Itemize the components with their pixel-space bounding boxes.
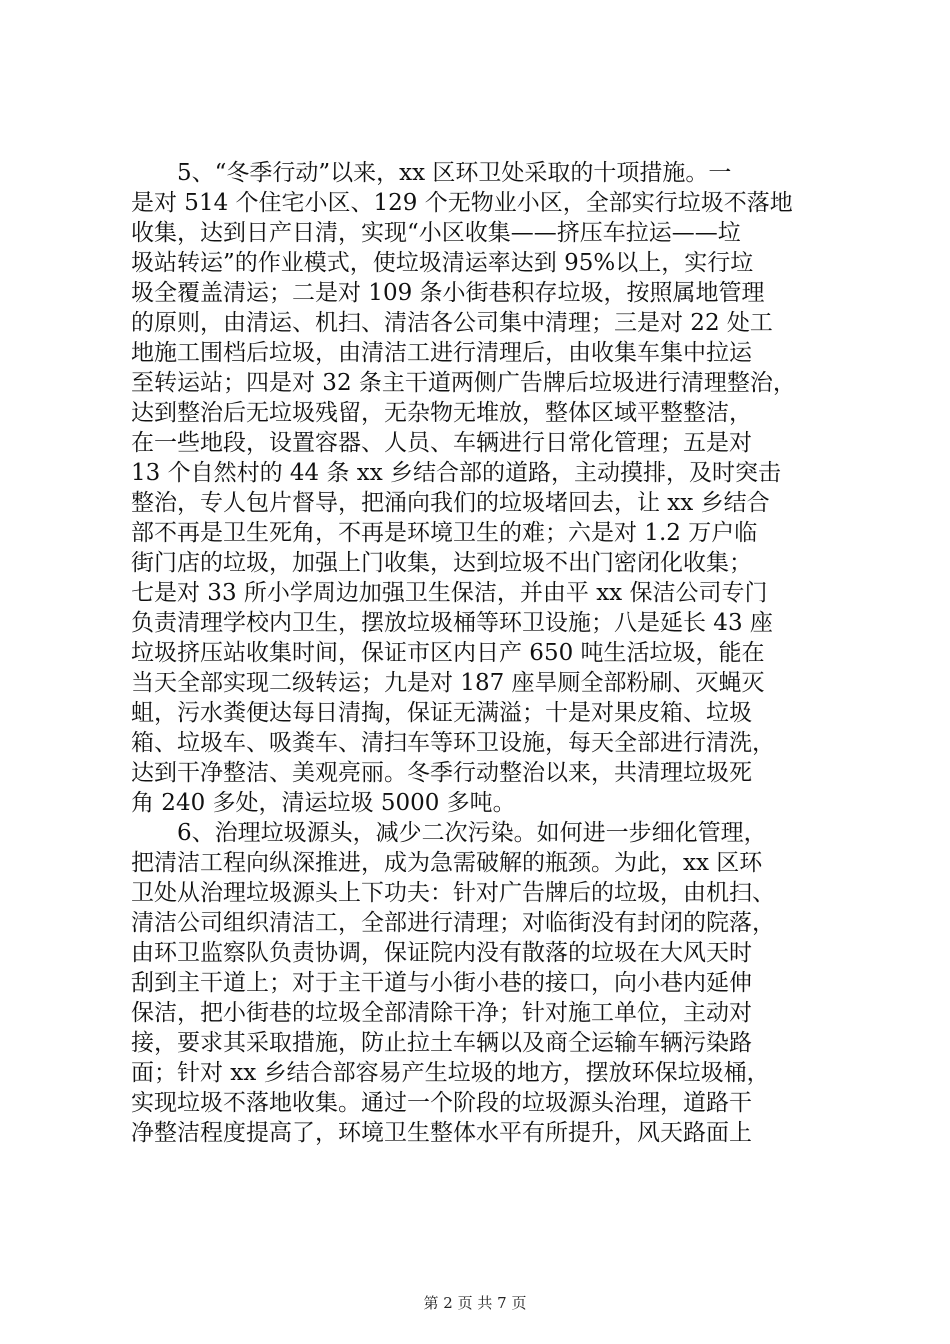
paragraph-line: 圾全覆盖清运；二是对 109 条小街巷积存垃圾，按照属地管理 [131,280,765,306]
paragraph-line: 垃圾挤压站收集时间，保证市区内日产 650 吨生活垃圾，能在 [131,640,765,666]
paragraph-line: 负责清理学校内卫生，摆放垃圾桶等环卫设施；八是延长 43 座 [131,610,773,636]
paragraph-line: 接，要求其采取措施，防止拉土车辆以及商仝运输车辆污染路 [131,1030,752,1056]
paragraph-line: 由环卫监察队负责协调，保证院内没有散落的垃圾在大风天时 [131,940,752,966]
paragraph-line: 刮到主干道上；对于主干道与小街小巷的接口，向小巷内延伸 [131,970,752,996]
paragraph-line: 在一些地段，设置容器、人员、车辆进行日常化管理；五是对 [131,430,752,456]
paragraph-line: 达到整治后无垃圾残留，无杂物无堆放，整体区域平整整洁， [131,400,752,426]
paragraph-line: 实现垃圾不落地收集。通过一个阶段的垃圾源头治理，道路干 [131,1090,752,1116]
paragraph-line: 收集，达到日产日清，实现“小区收集——挤压车拉运——垃 [131,220,741,246]
paragraph-line: 达到干净整洁、美观亮丽。冬季行动整治以来，共清理垃圾死 [131,760,752,786]
paragraph-line: 当天全部实现二级转运；九是对 187 座旱厕全部粉刷、灭蝇灭 [131,670,765,696]
paragraph-line: 蛆，污水粪便达每日清掏，保证无满溢；十是对果皮箱、垃圾 [131,700,752,726]
paragraph-line: 是对 514 个住宅小区、129 个无物业小区，全部实行垃圾不落地 [131,190,793,216]
paragraph-first-line: 5、“冬季行动”以来，xx 区环卫处采取的十项措施。一 [177,160,732,186]
paragraph-line: 地施工围档后垃圾，由清洁工进行清理后，由收集车集中拉运 [131,340,752,366]
paragraph-line: 箱、垃圾车、吸粪车、清扫车等环卫设施，每天全部进行清洗， [131,730,775,756]
paragraph-line: 整治，专人包片督导，把涌向我们的垃圾堵回去，让 xx 乡结合 [131,490,770,516]
paragraph-line: 街门店的垃圾，加强上门收集，达到垃圾不出门密闭化收集； [131,550,752,576]
paragraph-line: 卫处从治理垃圾源头上下功夫：针对广告牌后的垃圾，由机扫、 [131,880,775,906]
paragraph-line: 13 个自然村的 44 条 xx 乡结合部的道路，主动摸排，及时突击 [131,460,782,486]
paragraph-line: 把清洁工程向纵深推进，成为急需破解的瓶颈。为此，xx 区环 [131,850,763,876]
paragraph-line: 清洁公司组织清洁工，全部进行清理；对临街没有封闭的院落， [131,910,775,936]
paragraph-line: 的原则，由清运、机扫、清洁各公司集中清理；三是对 22 处工 [131,310,773,336]
paragraph-line: 净整洁程度提高了，环境卫生整体水平有所提升，风天路面上 [131,1120,752,1146]
paragraph-line: 七是对 33 所小学周边加强卫生保洁，并由平 xx 保洁公司专门 [131,580,768,606]
paragraph-line: 保洁，把小街巷的垃圾全部清除干净；针对施工单位，主动对 [131,1000,752,1026]
paragraph-line: 圾站转运”的作业模式，使垃圾清运率达到 95%以上，实行垃 [131,250,754,276]
paragraph-first-line: 6、治理垃圾源头，减少二次污染。如何进一步细化管理， [177,820,767,846]
paragraph-line: 角 240 多处，清运垃圾 5000 多吨。 [131,790,516,816]
paragraph-line: 至转运站；四是对 32 条主干道两侧广告牌后垃圾进行清理整治， [131,370,796,396]
paragraph-line: 部不再是卫生死角，不再是环境卫生的难；六是对 1.2 万户临 [131,520,758,546]
page-footer: 第 2 页 共 7 页 [423,1294,527,1312]
paragraph-line: 面；针对 xx 乡结合部容易产生垃圾的地方，摆放环保垃圾桶， [131,1060,770,1086]
